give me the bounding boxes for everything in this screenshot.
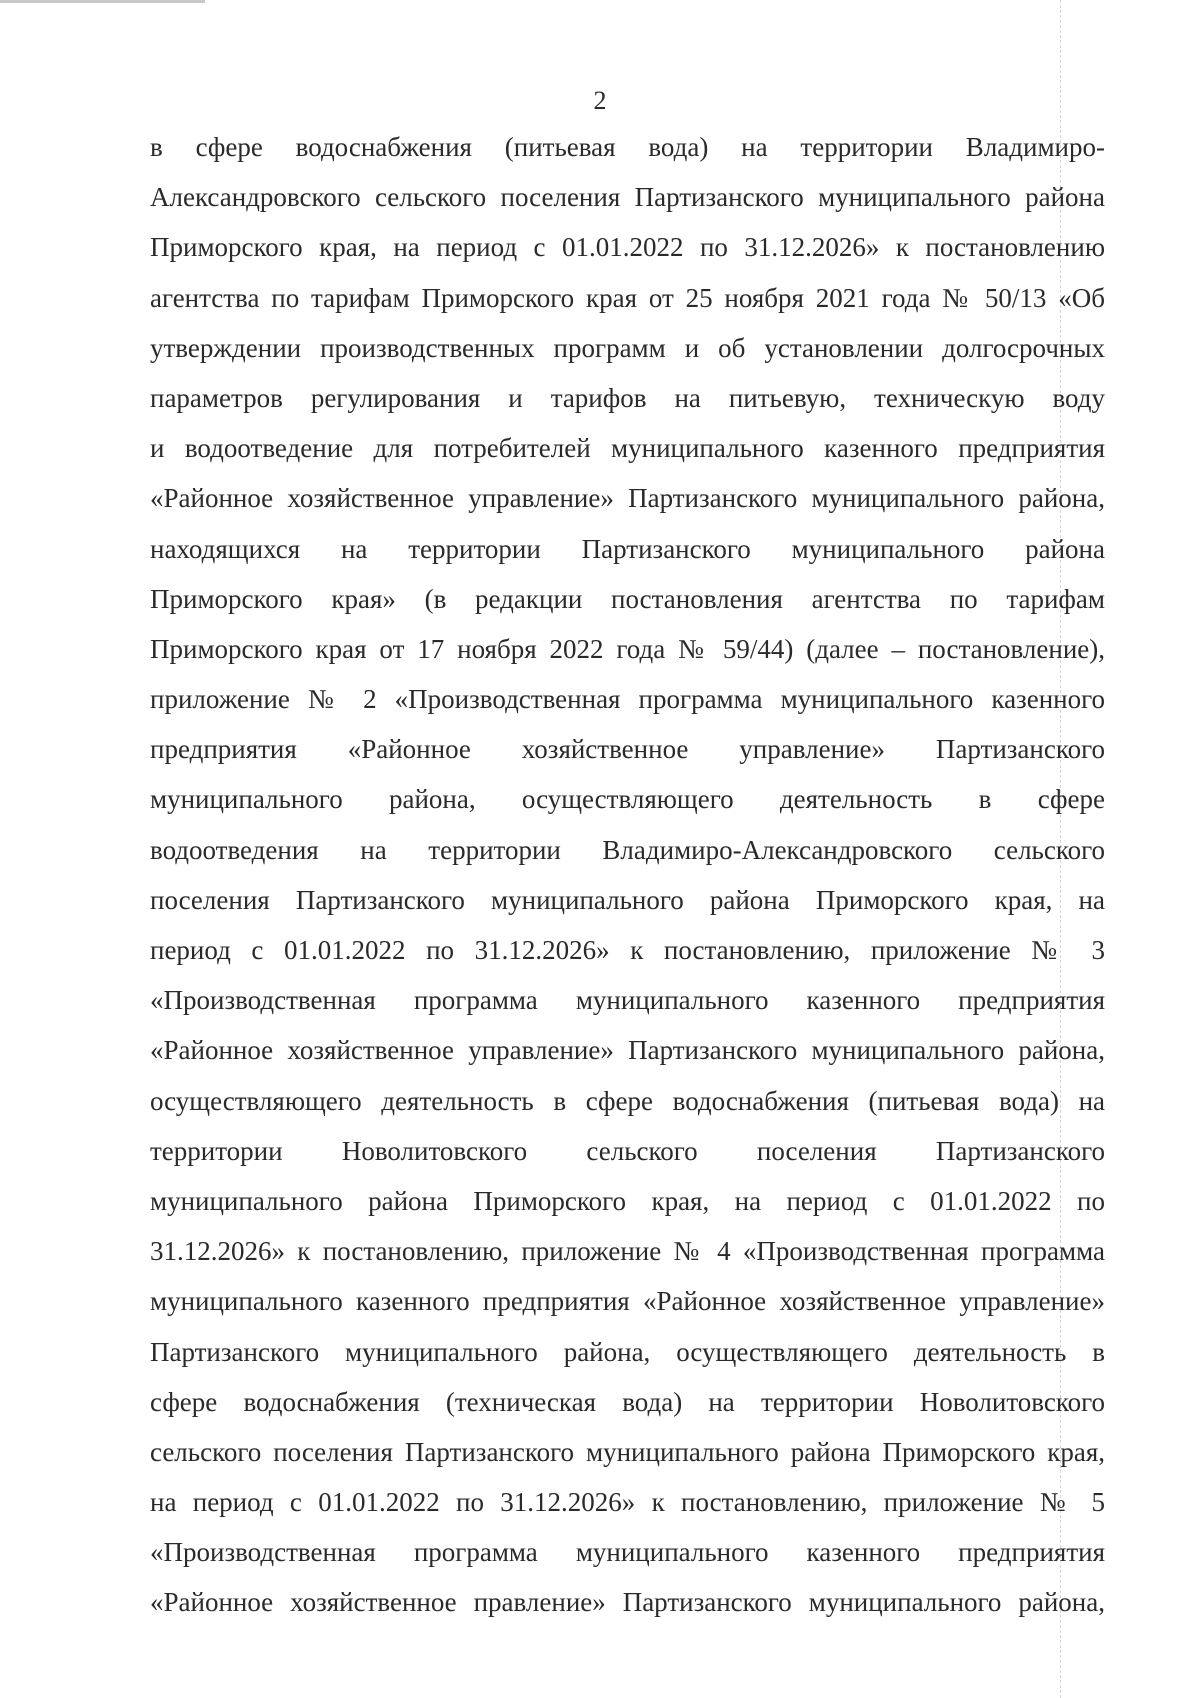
text-line: «Районное хозяйственное правление» Партизанского муниципального района, (150, 1587, 1105, 1618)
text-line: сельского поселения Партизанского муниципального района Приморского края, (150, 1436, 1105, 1467)
scan-edge-mark (0, 0, 205, 3)
text-line: на период с 01.01.2022 по 31.12.2026» к постановлению, приложение № 5 (150, 1487, 1105, 1518)
text-line: Приморского края от 17 ноября 2022 года № 59/44) (далее – постановление), (150, 633, 1105, 664)
body-paragraph (150, 122, 1105, 1628)
text-line: предприятия «Районное хозяйственное управление» Партизанского (150, 734, 1105, 765)
text-line: водоотведения на территории Владимиро-Александровского сельского (150, 834, 1105, 865)
text-line: сфере водоснабжения (техническая вода) на территории Новолитовского (150, 1386, 1105, 1417)
text-line: «Районное хозяйственное управление» Партизанского муниципального района, (150, 1035, 1105, 1066)
text-line: Александровского сельского поселения Партизанского муниципального района (150, 182, 1105, 213)
text-line: приложение № 2 «Производственная программа муниципального казенного (150, 684, 1105, 715)
text-line: период с 01.01.2022 по 31.12.2026» к постановлению, приложение № 3 (150, 935, 1105, 965)
text-line: муниципального района Приморского края, на период с 01.01.2022 по (150, 1185, 1105, 1216)
text-line: муниципального района, осуществляющего деятельность в сфере (150, 784, 1105, 815)
text-line: поселения Партизанского муниципального района Приморского края, на (150, 884, 1105, 915)
text-line: 31.12.2026» к постановлению, приложение № 4 «Производственная программа (150, 1236, 1105, 1267)
text-line: находящихся на территории Партизанского муниципального района (150, 533, 1105, 564)
text-line: параметров регулирования и тарифов на питьевую, техническую воду (150, 382, 1105, 413)
text-line: «Производственная программа муниципального казенного предприятия (150, 1537, 1105, 1568)
text-line: муниципального казенного предприятия «Районное хозяйственное управление» (150, 1286, 1105, 1317)
text-line: и водоотведение для потребителей муниципального казенного предприятия (150, 433, 1105, 464)
text-line: Приморского края, на период с 01.01.2022 по 31.12.2026» к постановлению (150, 232, 1105, 263)
page-number: 2 (593, 86, 607, 115)
text-line: «Районное хозяйственное управление» Партизанского муниципального района, (150, 483, 1105, 514)
text-line: «Производственная программа муниципального казенного предприятия (150, 985, 1105, 1016)
text-line: Приморского края» (в редакции постановления агентства по тарифам (150, 583, 1105, 614)
text-line: в сфере водоснабжения (питьевая вода) на территории Владимиро- (150, 132, 1105, 162)
text-line: осуществляющего деятельность в сфере водоснабжения (питьевая вода) на (150, 1085, 1105, 1116)
text-line: Партизанского муниципального района, осуществляющего деятельность в (150, 1336, 1105, 1367)
text-line: агентства по тарифам Приморского края от 25 ноября 2021 года № 50/13 «Об (150, 282, 1105, 313)
text-line: утверждении производственных программ и об установлении долгосрочных (150, 332, 1105, 363)
text-line: территории Новолитовского сельского поселения Партизанского (150, 1135, 1105, 1166)
